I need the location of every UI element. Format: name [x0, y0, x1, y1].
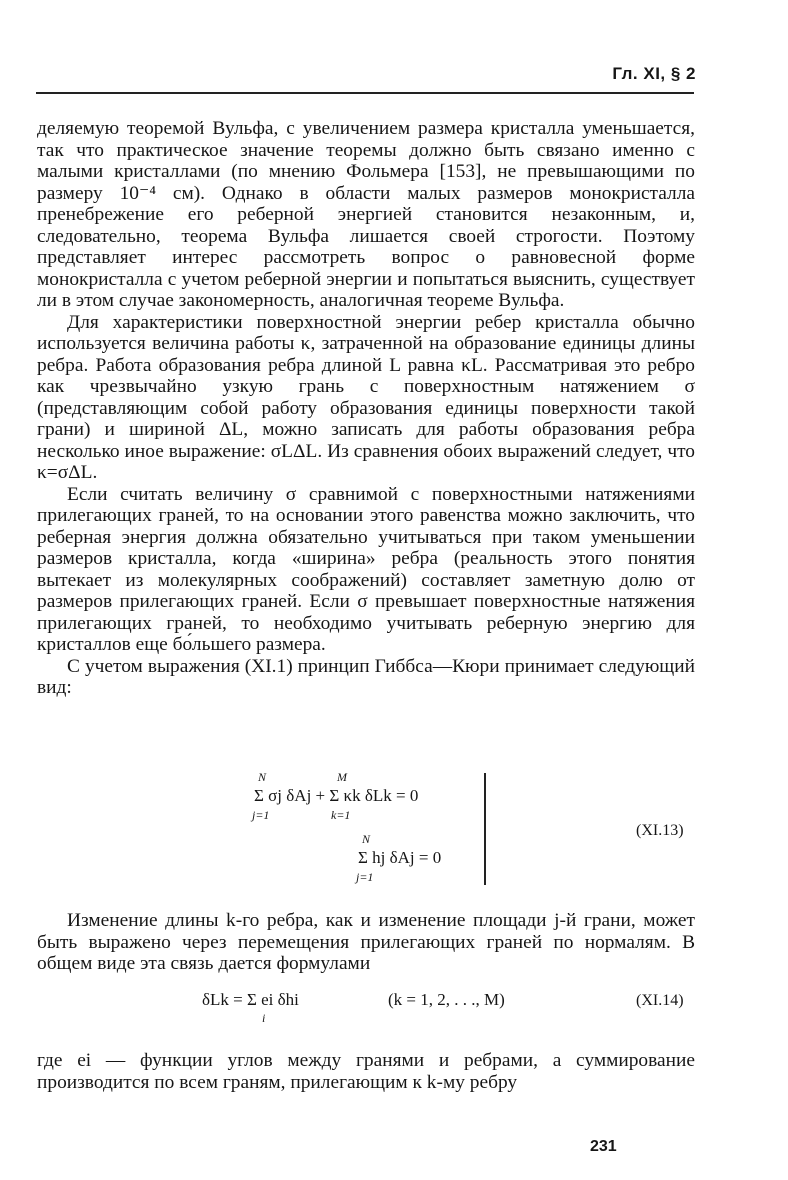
equation-13-line-2: Σ hj δAj = 0 — [358, 848, 442, 867]
sum2-lower-limit: k=1 — [331, 808, 351, 822]
paragraph-6-block — [37, 1050, 695, 1093]
equation-number-14: (XI.14) — [636, 992, 684, 1009]
equation-13-line-1: Σ σj δAj + Σ κk δLk = 0 — [254, 786, 419, 805]
sum3-upper-limit: N — [362, 832, 371, 846]
paragraph-3: Если считать величину σ сравнимой с поверхностными натяжениями прилегающих граней, то на основании этого равенства можно заключить, что реберная энергия должна обязательно учитываться при таком уменьшении размеров кристалла, когда «ширина» ребра (реальность этого понятия вытекает из молекулярных соображений) составляет заметную долю от размеров прилегающих граней. Если σ превышает поверхностные натяжения прилегающих граней, то необходимо учитывать реберную энергию для кристаллов еще бо́льшего размера. — [37, 483, 695, 655]
sum2-upper-limit: M — [337, 770, 347, 784]
equation-bracket — [484, 773, 486, 885]
running-head: Гл. XI, § 2 — [612, 64, 696, 83]
paragraph-6: где ei — функции углов между гранями и ребрами, а суммирование производится по всем граням, прилегающим к k-му ребру — [37, 1050, 695, 1093]
equation-number-13: (XI.13) — [636, 822, 684, 839]
sum3-lower-limit: j=1 — [356, 870, 374, 884]
page-number: 231 — [590, 1138, 617, 1155]
paragraph-4: С учетом выражения (XI.1) принцип Гиббса—Кюри принимает следующий вид: — [37, 655, 695, 698]
paragraph-5-block — [37, 910, 695, 975]
equation-14: δLk = Σ ei δhi — [202, 990, 299, 1009]
paragraph-1: деляемую теоремой Вульфа, с увеличением размера кристалла уменьшается, так что практическое значение теоремы должно быть связано именно с малыми кристаллами (по мнению Фольмера [153], не превышающими по размеру 10⁻⁴ см). Однако в области малых размеров монокристалла пренебрежение его реберной энергией становится незаконным, и, следовательно, теорема Вульфа лишается своей строгости. Поэтому представляет интерес рассмотреть вопрос о равновесной форме монокристалла с учетом реберной энергии и попытаться выяснить, существует ли в этом случае закономерность, аналогичная теореме Вульфа. — [37, 118, 695, 311]
paragraph-2: Для характеристики поверхностной энергии ребер кристалла обычно используется величина работы κ, затраченной на образование единицы длины ребра. Работа образования ребра длиной L равна κL. Рассматривая это ребро как чрезвычайно узкую грань с поверхностным натяжением σ (представляющим собой работу образования единицы поверхности такой грани) и шириной ΔL, можно записать для работы образования ребра несколько иное выражение: σLΔL. Из сравнения обоих выражений следует, что κ=σΔL. — [37, 311, 695, 483]
main-text — [37, 118, 695, 699]
header-rule — [36, 92, 694, 94]
sum1-upper-limit: N — [258, 770, 267, 784]
sum4-lower-limit: i — [262, 1011, 266, 1025]
paragraph-5: Изменение длины k-го ребра, как и изменение площади j-й грани, может быть выражено через перемещения прилегающих граней по нормалям. В общем виде эта связь дается формулами — [37, 910, 695, 974]
sum1-lower-limit: j=1 — [252, 808, 270, 822]
equation-14-range: (k = 1, 2, . . ., M) — [388, 990, 505, 1009]
